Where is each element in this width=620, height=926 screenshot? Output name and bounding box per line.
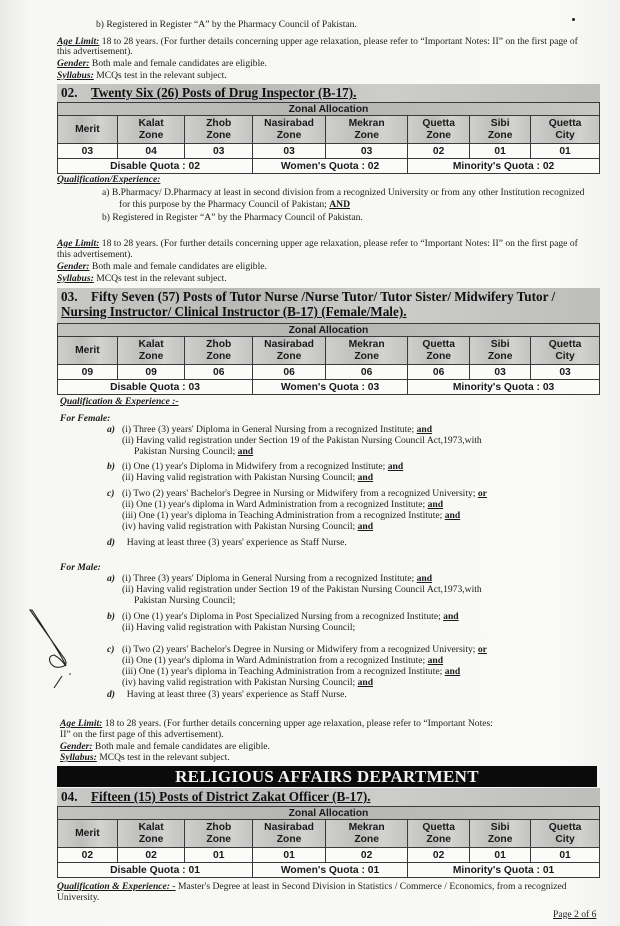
item-text: (iv) having valid registration with Pakistan Nursing Council; <box>122 521 358 532</box>
item-marker: c) <box>107 488 115 499</box>
qualification-line <box>107 584 482 596</box>
value-quetta-city: 01 <box>531 848 600 863</box>
qualification-line <box>107 488 487 500</box>
col-kalat: Kalat Zone <box>117 820 185 848</box>
qualification-line <box>107 677 373 689</box>
qualification-line <box>107 573 432 585</box>
signature-mark <box>24 600 84 710</box>
item-text: (iii) One (1) year's diploma in Teaching Administration from a recognized Institute; <box>122 510 445 521</box>
col-nasirabad: Nasirabad Zone <box>253 820 326 848</box>
age-limit-line <box>57 36 578 48</box>
item-marker: a) <box>107 424 115 435</box>
zonal-header-row <box>58 116 600 144</box>
value-sibi: 03 <box>470 365 531 380</box>
col-sibi: Sibi Zone <box>470 116 531 144</box>
item-marker: b) <box>107 611 115 622</box>
post-04-number: 04. <box>61 789 78 804</box>
registration-item-b: b) Registered in Register “A” by the Pharmacy Council of Pakistan. <box>96 19 357 30</box>
zonal-values-row <box>58 144 600 159</box>
post-02-qualification-label: Qualification/Experience: <box>57 174 161 185</box>
age-limit-line2: this advertisement). <box>57 46 133 57</box>
post-03-heading <box>57 288 600 323</box>
zonal-values-row <box>58 365 600 380</box>
quota-row <box>58 863 600 878</box>
post-03-age-limit-cont: II” on the first page of this advertisement). <box>60 729 224 740</box>
qualification-line <box>107 689 347 701</box>
post-02-age-limit-cont: this advertisement). <box>57 249 133 260</box>
col-zhob: Zhob Zone <box>185 820 253 848</box>
value-quetta-zone: 02 <box>408 848 470 863</box>
post-04-heading <box>57 788 600 806</box>
col-merit: Merit <box>58 820 118 848</box>
value-mekran: 02 <box>326 848 408 863</box>
col-quetta-city: Quetta City <box>531 116 600 144</box>
conjunction: and <box>357 521 374 532</box>
col-quetta-zone: Quetta Zone <box>408 820 470 848</box>
qualification-line <box>107 611 459 623</box>
col-merit: Merit <box>58 116 118 144</box>
post-02-title: Twenty Six (26) Posts of Drug Inspector (B-17). <box>91 85 357 100</box>
item-marker: c) <box>107 644 115 655</box>
womens-quota: Women's Quota : 02 <box>253 159 408 174</box>
conjunction: and <box>416 424 433 435</box>
col-quetta-city: Quetta City <box>531 337 600 365</box>
zonal-allocation-title: Zonal Allocation <box>58 324 600 337</box>
womens-quota: Women's Quota : 03 <box>253 380 408 395</box>
item-marker: a) <box>107 573 115 584</box>
for-female-label: For Female: <box>60 413 111 424</box>
minority-quota: Minority's Quota : 01 <box>408 863 600 878</box>
page-number: Page 2 of 6 <box>553 909 597 920</box>
qualification-line <box>107 537 347 549</box>
qualification-line <box>107 472 373 484</box>
value-nasirabad: 03 <box>253 144 326 159</box>
value-quetta-city: 01 <box>531 144 600 159</box>
zonal-header-row <box>58 820 600 848</box>
item-text: (i) Two (2) years' Bachelor's Degree in Nursing or Midwifery from a recognized University; <box>122 644 478 655</box>
conjunction: and <box>444 666 461 677</box>
col-mekran: Mekran Zone <box>326 337 408 365</box>
post-02-qual-a-cont: for this purpose by the Pharmacy Council of Pakistan; AND <box>119 199 351 210</box>
post-02-qual-a: a) B.Pharmacy/ D.Pharmacy at least in second division from a recognized University or from any other Institution recognized <box>102 187 585 198</box>
for-male-label: For Male: <box>60 562 101 573</box>
post-03-number: 03. <box>61 289 78 304</box>
post-03-title-line2: Nursing Instructor/ Clinical Instructor (B-17) (Female/Male). <box>61 304 407 319</box>
gender-label: Gender: <box>57 58 90 69</box>
item-text: Pakistan Nursing Council; <box>122 446 238 457</box>
value-merit: 09 <box>58 365 118 380</box>
value-nasirabad: 01 <box>253 848 326 863</box>
col-kalat: Kalat Zone <box>117 116 185 144</box>
col-mekran: Mekran Zone <box>326 820 408 848</box>
item-text: (i) One (1) year's Diploma in Post Specialized Nursing from a recognized Institute; <box>122 611 444 622</box>
conjunction: and <box>357 472 374 483</box>
value-nasirabad: 06 <box>253 365 326 380</box>
qualification-line <box>107 644 487 656</box>
value-zhob: 01 <box>185 848 253 863</box>
disable-quota: Disable Quota : 01 <box>58 863 253 878</box>
col-zhob: Zhob Zone <box>185 337 253 365</box>
gender-text: Both male and female candidates are eligible. <box>89 58 267 69</box>
post-02-heading <box>57 84 600 102</box>
post-04-zonal-table <box>57 806 600 878</box>
post-02-syllabus: Syllabus: MCQs test in the relevant subject. <box>57 273 227 284</box>
value-zhob: 06 <box>185 365 253 380</box>
post-02-qual-b: b) Registered in Register “A” by the Pharmacy Council of Pakistan. <box>102 212 363 223</box>
conjunction: and <box>416 573 433 584</box>
item-marker: b) <box>107 461 115 472</box>
qualification-line <box>107 595 235 607</box>
post-04-title: Fifteen (15) Posts of District Zakat Officer (B-17). <box>91 789 371 804</box>
quota-row <box>58 159 600 174</box>
col-quetta-zone: Quetta Zone <box>408 116 470 144</box>
qualification-line <box>107 499 443 511</box>
post-03-zonal-table <box>57 323 600 395</box>
value-mekran: 03 <box>326 144 408 159</box>
department-heading: RELIGIOUS AFFAIRS DEPARTMENT <box>57 766 597 787</box>
value-mekran: 06 <box>326 365 408 380</box>
value-kalat: 04 <box>117 144 185 159</box>
syllabus-text: MCQs test in the relevant subject. <box>93 70 227 81</box>
quota-row <box>58 380 600 395</box>
item-text: (ii) Having valid registration with Pakistan Nursing Council; <box>122 472 358 483</box>
col-sibi: Sibi Zone <box>470 820 531 848</box>
conjunction: and <box>443 611 459 622</box>
value-quetta-zone: 02 <box>408 144 470 159</box>
item-text: (ii) One (1) year's diploma in Ward Administration from a recognized Institute; <box>122 499 428 510</box>
zonal-header-row <box>58 337 600 365</box>
age-limit-label: Age Limit: <box>57 36 100 47</box>
age-limit-text: 18 to 28 years. (For further details concerning upper age relaxation, please refer to “Important Notes: II” on the first page of <box>99 36 578 47</box>
post-04-qualification: Qualification & Experience: - Master's Degree at least in Second Division in Statistics / Commerce / Economics, from a recognized <box>57 881 567 892</box>
post-03-syllabus: Syllabus: MCQs test in the relevant subject. <box>60 752 230 763</box>
value-quetta-city: 03 <box>531 365 600 380</box>
value-merit: 02 <box>58 848 118 863</box>
post-03-qualification-label: Qualification & Experience :- <box>60 396 179 407</box>
col-sibi: Sibi Zone <box>470 337 531 365</box>
qualification-line <box>107 435 482 447</box>
item-text: (i) One (1) year's Diploma in Midwifery from a recognized Institute; <box>122 461 388 472</box>
item-text: (i) Three (3) years' Diploma in General Nursing from a recognized Institute; <box>122 424 417 435</box>
item-text: (i) Three (3) years' Diploma in General Nursing from a recognized Institute; <box>122 573 417 584</box>
post-04-qualification-cont: University. <box>57 892 100 903</box>
item-text: (ii) One (1) year's diploma in Ward Administration from a recognized Institute; <box>122 655 428 666</box>
womens-quota: Women's Quota : 01 <box>253 863 408 878</box>
qualification-line <box>107 510 460 522</box>
qualification-line <box>107 424 432 436</box>
value-zhob: 03 <box>185 144 253 159</box>
col-nasirabad: Nasirabad Zone <box>253 116 326 144</box>
qualification-line <box>107 461 403 473</box>
post-03-gender: Gender: Both male and female candidates are eligible. <box>60 741 270 752</box>
col-kalat: Kalat Zone <box>117 337 185 365</box>
conjunction: and <box>444 510 461 521</box>
conjunction: and <box>237 446 254 457</box>
post-03-age-limit: Age Limit: 18 to 28 years. (For further details concerning upper age relaxation, please refer to “Important Notes: <box>60 718 493 729</box>
value-merit: 03 <box>58 144 118 159</box>
post-03-title-line1: Fifty Seven (57) Posts of Tutor Nurse /Nurse Tutor/ Tutor Sister/ Midwifery Tutor / <box>91 289 556 304</box>
item-text: Having at least three (3) years' experience as Staff Nurse. <box>122 689 347 700</box>
post-02-zonal-table <box>57 102 600 174</box>
value-kalat: 02 <box>117 848 185 863</box>
item-text: (ii) Having valid registration with Pakistan Nursing Council; <box>122 622 356 633</box>
qualification-line <box>107 655 443 667</box>
qualification-line <box>107 622 355 634</box>
speck-mark <box>572 18 575 21</box>
item-text: (ii) Having valid registration under Section 19 of the Pakistan Nursing Council Act,1973,with <box>122 435 482 446</box>
syllabus-label: Syllabus: <box>57 70 94 81</box>
zonal-allocation-title: Zonal Allocation <box>58 807 600 820</box>
value-sibi: 01 <box>470 848 531 863</box>
gender-line <box>57 58 267 70</box>
qualification-line <box>107 446 253 458</box>
col-nasirabad: Nasirabad Zone <box>253 337 326 365</box>
col-mekran: Mekran Zone <box>326 116 408 144</box>
conjunction: or <box>477 644 487 655</box>
col-zhob: Zhob Zone <box>185 116 253 144</box>
conjunction: or <box>477 488 487 499</box>
item-text: (ii) Having valid registration under Section 19 of the Pakistan Nursing Council Act,1973,with <box>122 584 482 595</box>
value-quetta-zone: 06 <box>408 365 470 380</box>
item-text: (iii) One (1) year's diploma in Teaching Administration from a recognized Institute; <box>122 666 445 677</box>
item-marker: d) <box>107 537 115 548</box>
post-02-gender: Gender: Both male and female candidates are eligible. <box>57 261 267 272</box>
value-sibi: 01 <box>470 144 531 159</box>
qualification-line <box>107 521 373 533</box>
disable-quota: Disable Quota : 02 <box>58 159 253 174</box>
item-text: Having at least three (3) years' experience as Staff Nurse. <box>122 537 347 548</box>
zonal-allocation-title: Zonal Allocation <box>58 103 600 116</box>
syllabus-line <box>57 70 227 82</box>
conjunction: and <box>427 655 444 666</box>
disable-quota: Disable Quota : 03 <box>58 380 253 395</box>
conjunction: and <box>357 677 374 688</box>
minority-quota: Minority's Quota : 02 <box>408 159 600 174</box>
qualification-line <box>107 666 460 678</box>
minority-quota: Minority's Quota : 03 <box>408 380 600 395</box>
value-kalat: 09 <box>117 365 185 380</box>
item-text: (iv) having valid registration with Pakistan Nursing Council; <box>122 677 358 688</box>
conjunction: and <box>387 461 404 472</box>
col-quetta-zone: Quetta Zone <box>408 337 470 365</box>
col-merit: Merit <box>58 337 118 365</box>
post-02-number: 02. <box>61 85 78 100</box>
item-marker: d) <box>107 689 115 700</box>
conjunction: and <box>427 499 444 510</box>
item-text: Pakistan Nursing Council; <box>122 595 236 606</box>
post-02-age-limit: Age Limit: 18 to 28 years. (For further details concerning upper age relaxation, please refer to “Important Notes: II” on the first page of <box>57 238 578 249</box>
item-text: (i) Two (2) years' Bachelor's Degree in Nursing or Midwifery from a recognized University; <box>122 488 478 499</box>
col-quetta-city: Quetta City <box>531 820 600 848</box>
zonal-values-row <box>58 848 600 863</box>
